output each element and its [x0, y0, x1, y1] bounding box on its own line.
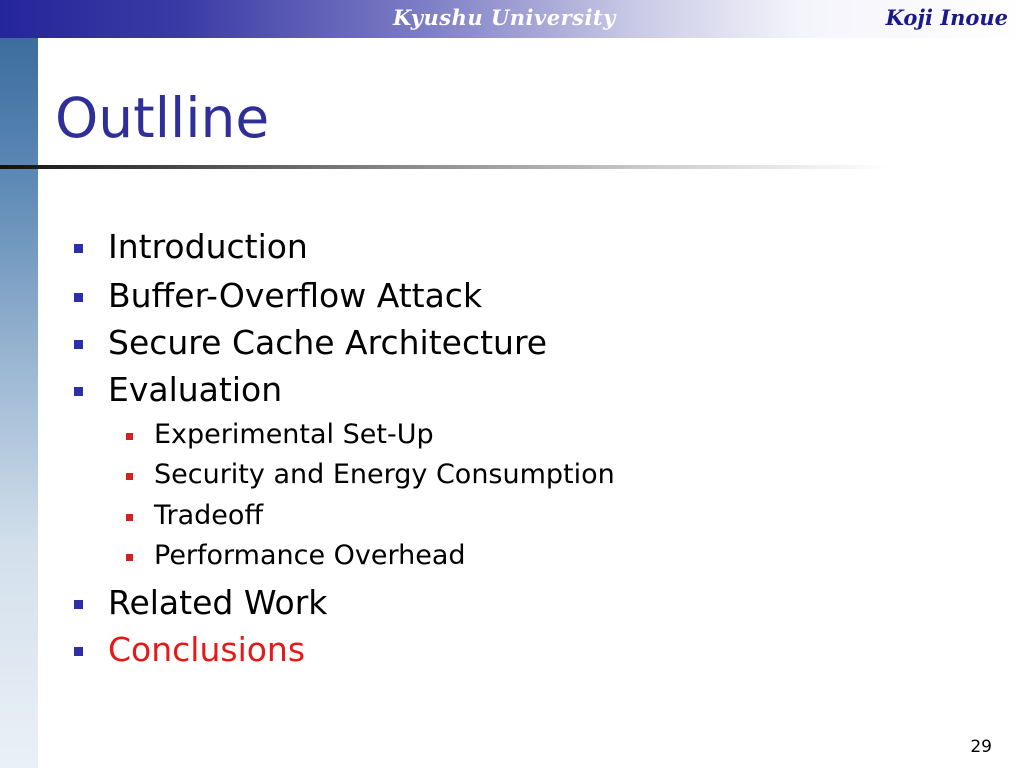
outline-item-related-work: Related Work — [108, 583, 328, 622]
outline-item-conclusions: Conclusions — [108, 630, 306, 669]
page-number: 29 — [970, 737, 992, 757]
outline-subitem-experimental-set-up: Experimental Set-Up — [154, 419, 434, 450]
left-decorative-bar — [0, 38, 38, 768]
author-name: Koji Inoue — [885, 5, 1008, 30]
slide-title: Outlline — [55, 86, 270, 150]
outline-item-introduction: Introduction — [108, 227, 308, 266]
outline-subitem-performance-overhead: Performance Overhead — [154, 540, 466, 571]
outline-subitem-security-and-energy-consumption: Security and Energy Consumption — [154, 459, 615, 490]
outline-item-evaluation: Evaluation — [108, 370, 283, 409]
outline-item-secure-cache-architecture: Secure Cache Architecture — [108, 323, 548, 362]
outline-subitem-tradeoff: Tradeoff — [154, 500, 264, 531]
institution-name: Kyushu University — [393, 5, 616, 30]
title-underline — [0, 165, 890, 169]
outline-item-buffer-overflow-attack: Buffer-Overflow Attack — [108, 276, 483, 315]
